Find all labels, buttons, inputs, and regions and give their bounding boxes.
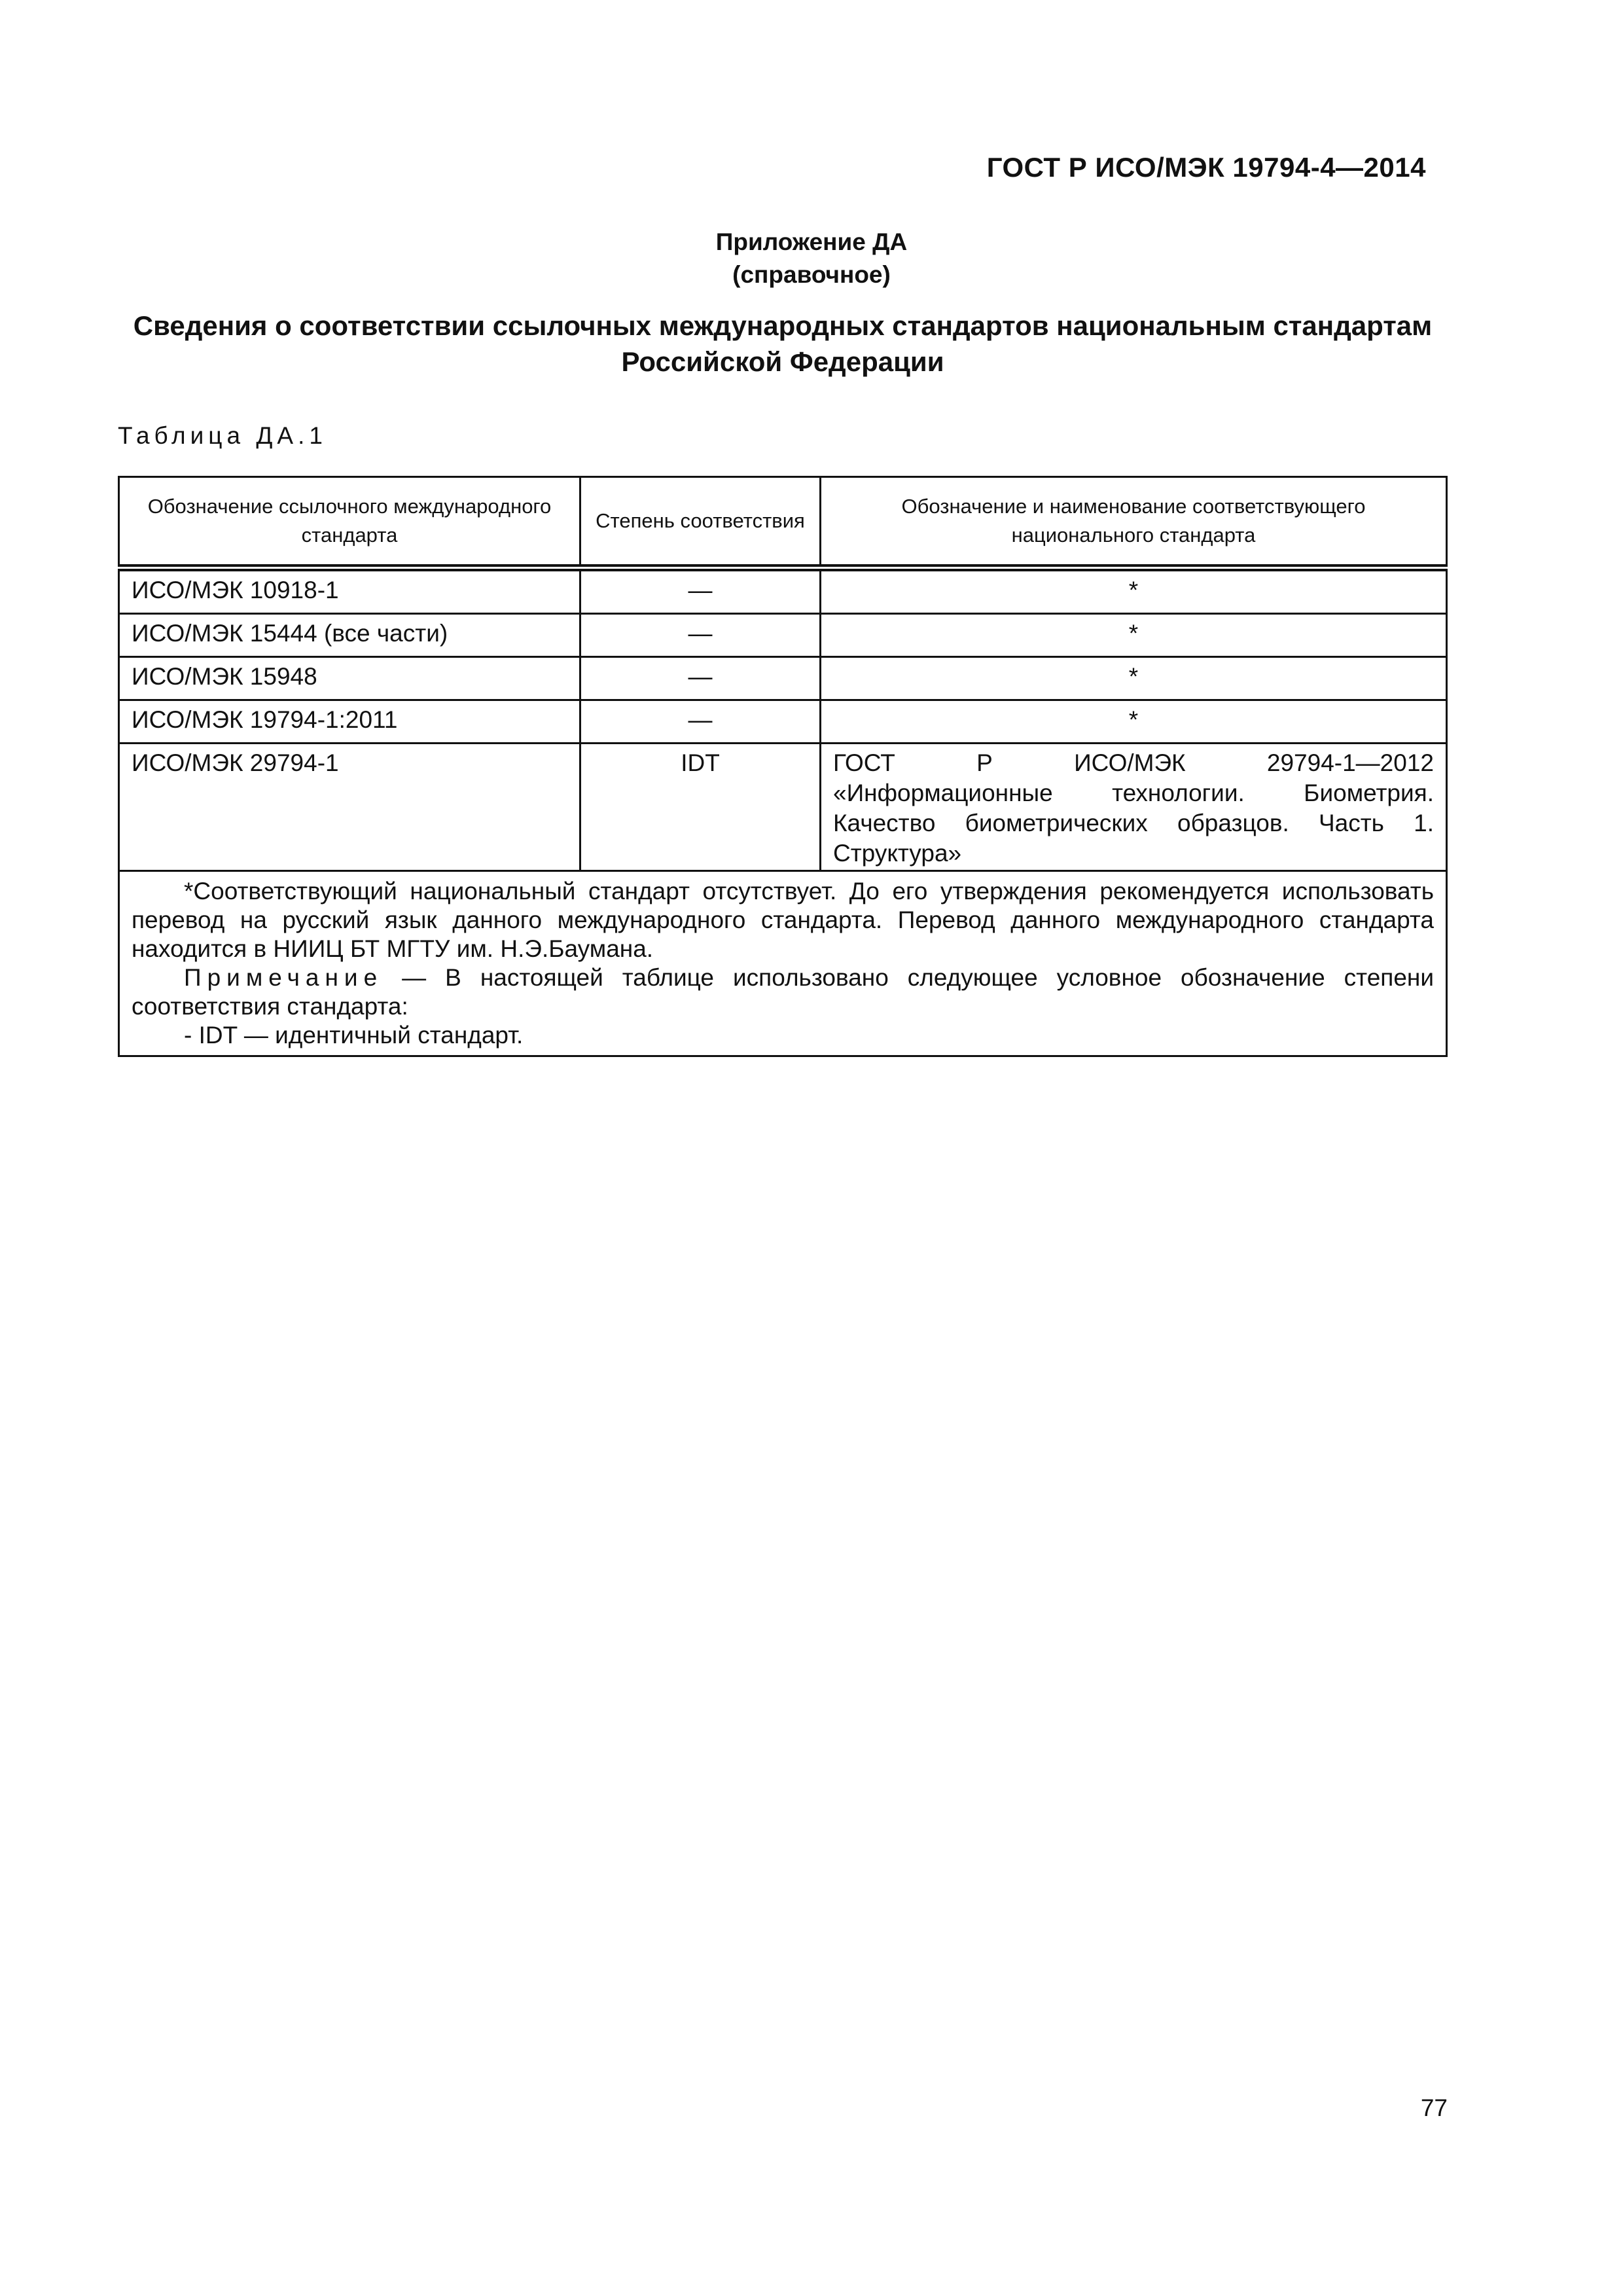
cell-national-standard: * [821,614,1447,657]
table-row [119,568,1447,614]
cell-international-standard: ИСО/МЭК 10918-1 [119,568,580,614]
footnote-note [132,963,1434,1021]
cell-national-standard: * [821,700,1447,744]
cell-conformity-degree: — [580,657,821,700]
table-footnote-row [119,871,1447,1056]
main-title: Сведения о соответствии ссылочных международных стандартов национальным стандартам Российской Федерации [133,310,1433,377]
table-row [119,700,1447,744]
table-row [119,657,1447,700]
table-caption: Таблица ДА.1 [118,422,327,449]
cell-international-standard: ИСО/МЭК 15948 [119,657,580,700]
cell-conformity-degree: — [580,700,821,744]
note-text: — В настоящей таблице использовано следующее условное обозначение степени соответствия стандарта: [132,964,1434,1020]
header-national-standard: Обозначение и наименование соответствующего национального стандарта [821,477,1447,568]
cell-national-standard: * [821,657,1447,700]
appendix-heading [0,226,1623,291]
document-code: ГОСТ Р ИСО/МЭК 19794-4—2014 [986,152,1426,183]
standards-table [118,476,1448,1057]
cell-international-standard: ИСО/МЭК 19794-1:2011 [119,700,580,744]
cell-national-standard: ГОСТ Р ИСО/МЭК 29794-1—2012 «Информационные технологии. Биометрия. Качество биометрических образцов. Часть 1. Структура» [821,744,1447,871]
appendix-title: Приложение ДА [715,228,908,255]
cell-conformity-degree: — [580,568,821,614]
header-international-standard: Обозначение ссылочного международного стандарта [119,477,580,568]
table-row [119,744,1447,871]
table-header-row [119,477,1447,568]
header-conformity-degree: Степень соответствия [580,477,821,568]
table-row [119,614,1447,657]
cell-national-standard: * [821,568,1447,614]
cell-conformity-degree: IDT [580,744,821,871]
page-number: 77 [1420,2094,1448,2121]
footnote-item: - IDT — идентичный стандарт. [184,1022,524,1049]
cell-international-standard: ИСО/МЭК 29794-1 [119,744,580,871]
cell-conformity-degree: — [580,614,821,657]
footnote-asterisk: *Соответствующий национальный стандарт отсутствует. До его утверждения рекомендуется использовать перевод на русский язык данного международного стандарта. Перевод данного международного стандарта находится в НИИЦ БТ МГТУ им. Н.Э.Баумана. [132,878,1434,962]
table-footnote [119,871,1447,1056]
cell-international-standard: ИСО/МЭК 15444 (все части) [119,614,580,657]
appendix-kind: (справочное) [732,261,891,288]
note-label: Примечание [184,964,383,991]
